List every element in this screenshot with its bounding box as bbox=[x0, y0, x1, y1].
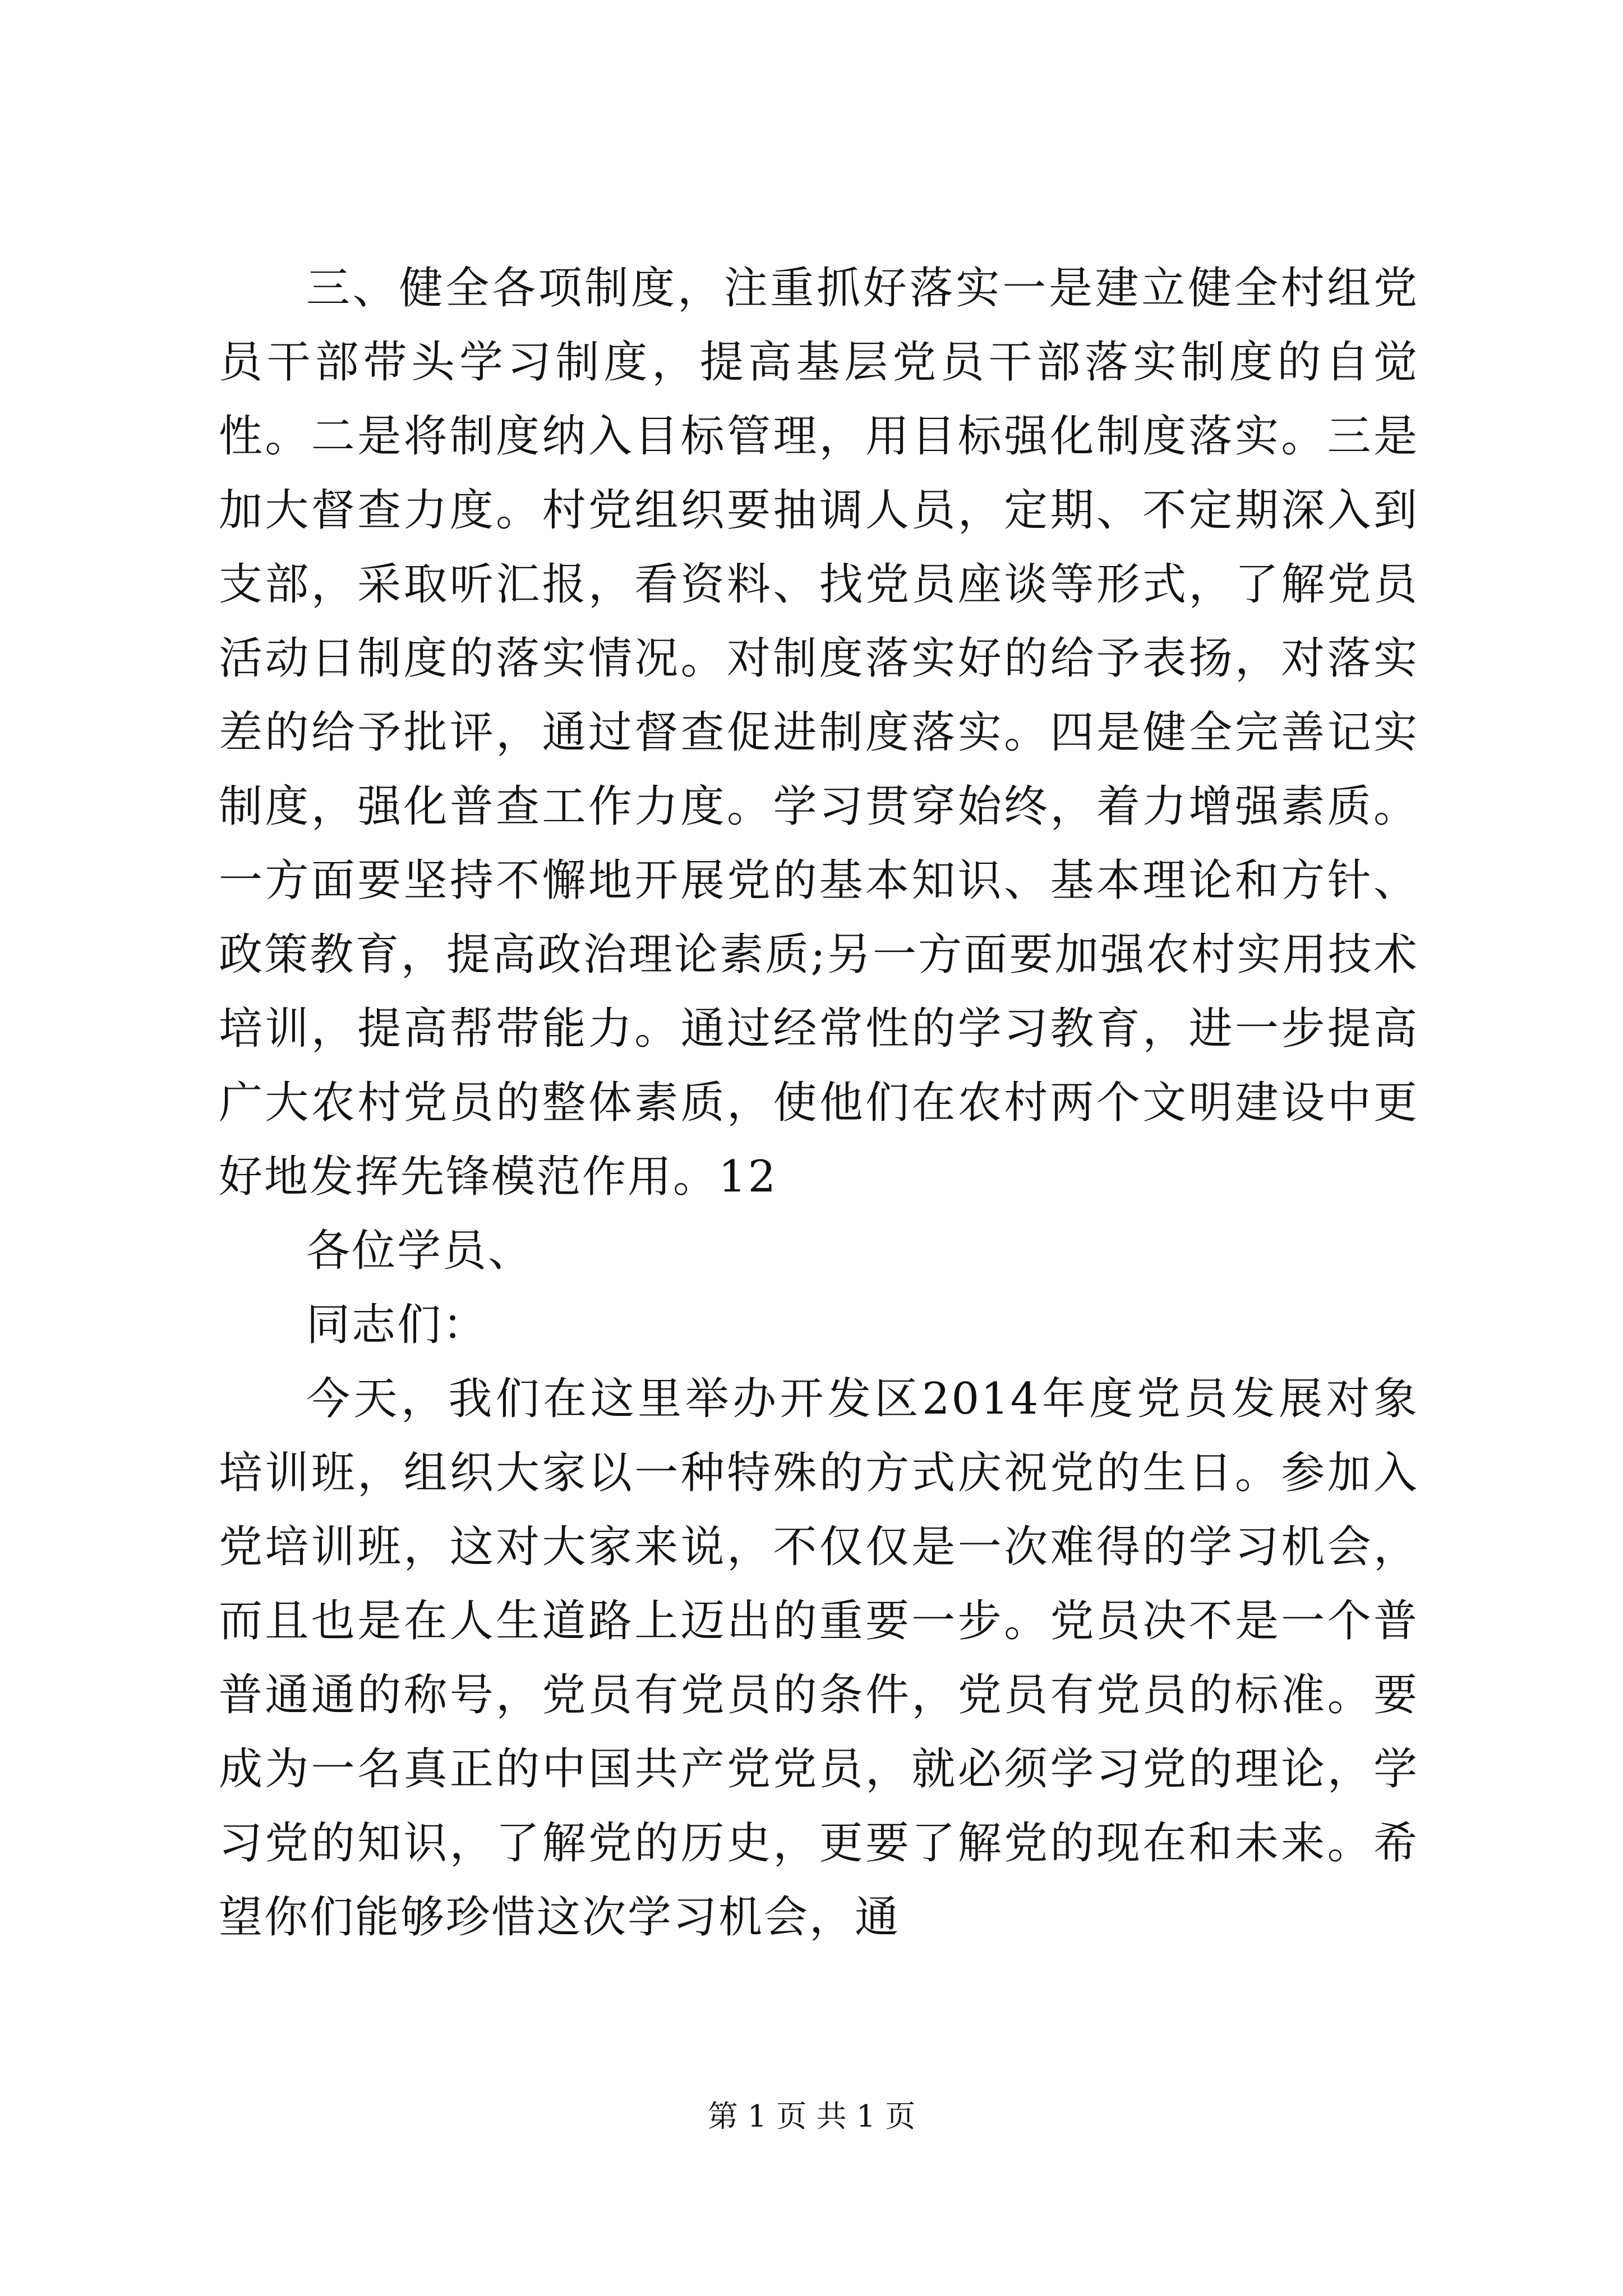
salutation-trainees: 各位学员、 bbox=[306, 1226, 534, 1276]
paragraph-training-class: 今天，我们在这里举办开发区2014年度党员发展对象培训班，组织大家以一种特殊的方式庆祝党的生日。参加入党培训班，这对大家来说，不仅仅是一次难得的学习机会，而且也是在人生道路上迈出的重要一步。党员决不是一个普普通通的称号，党员有党员的条件，党员有党员的标准。要成为一名真正的中国共产党党员，就必须学习党的理论，学习党的知识，了解党的历史，更要了解党的现在和未来。希望你们能够珍惜这次学习机会，通 bbox=[219, 1374, 1419, 1943]
document-body bbox=[219, 251, 1419, 1954]
paragraph-institutions: 三、健全各项制度，注重抓好落实一是建立健全村组党员干部带头学习制度，提高基层党员干部落实制度的自觉性。二是将制度纳入目标管理，用目标强化制度落实。三是加大督查力度。村党组织要抽调人员，定期、不定期深入到支部，采取听汇报，看资料、找党员座谈等形式，了解党员活动日制度的落实情况。对制度落实好的给予表扬，对落实差的给予批评，通过督查促进制度落实。四是健全完善记实制度，强化普查工作力度。学习贯穿始终，着力增强素质。一方面要坚持不懈地开展党的基本知识、基本理论和方针、政策教育，提高政治理论素质;另一方面要加强农村实用技术培训，提高帮带能力。通过经常性的学习教育，进一步提高广大农村党员的整体素质，使他们在农村两个文明建设中更好地发挥先锋模范作用。12 bbox=[219, 263, 1419, 1202]
salutation-comrades: 同志们： bbox=[306, 1300, 488, 1350]
page-footer: 第 1 页 共 1 页 bbox=[707, 2099, 916, 2134]
